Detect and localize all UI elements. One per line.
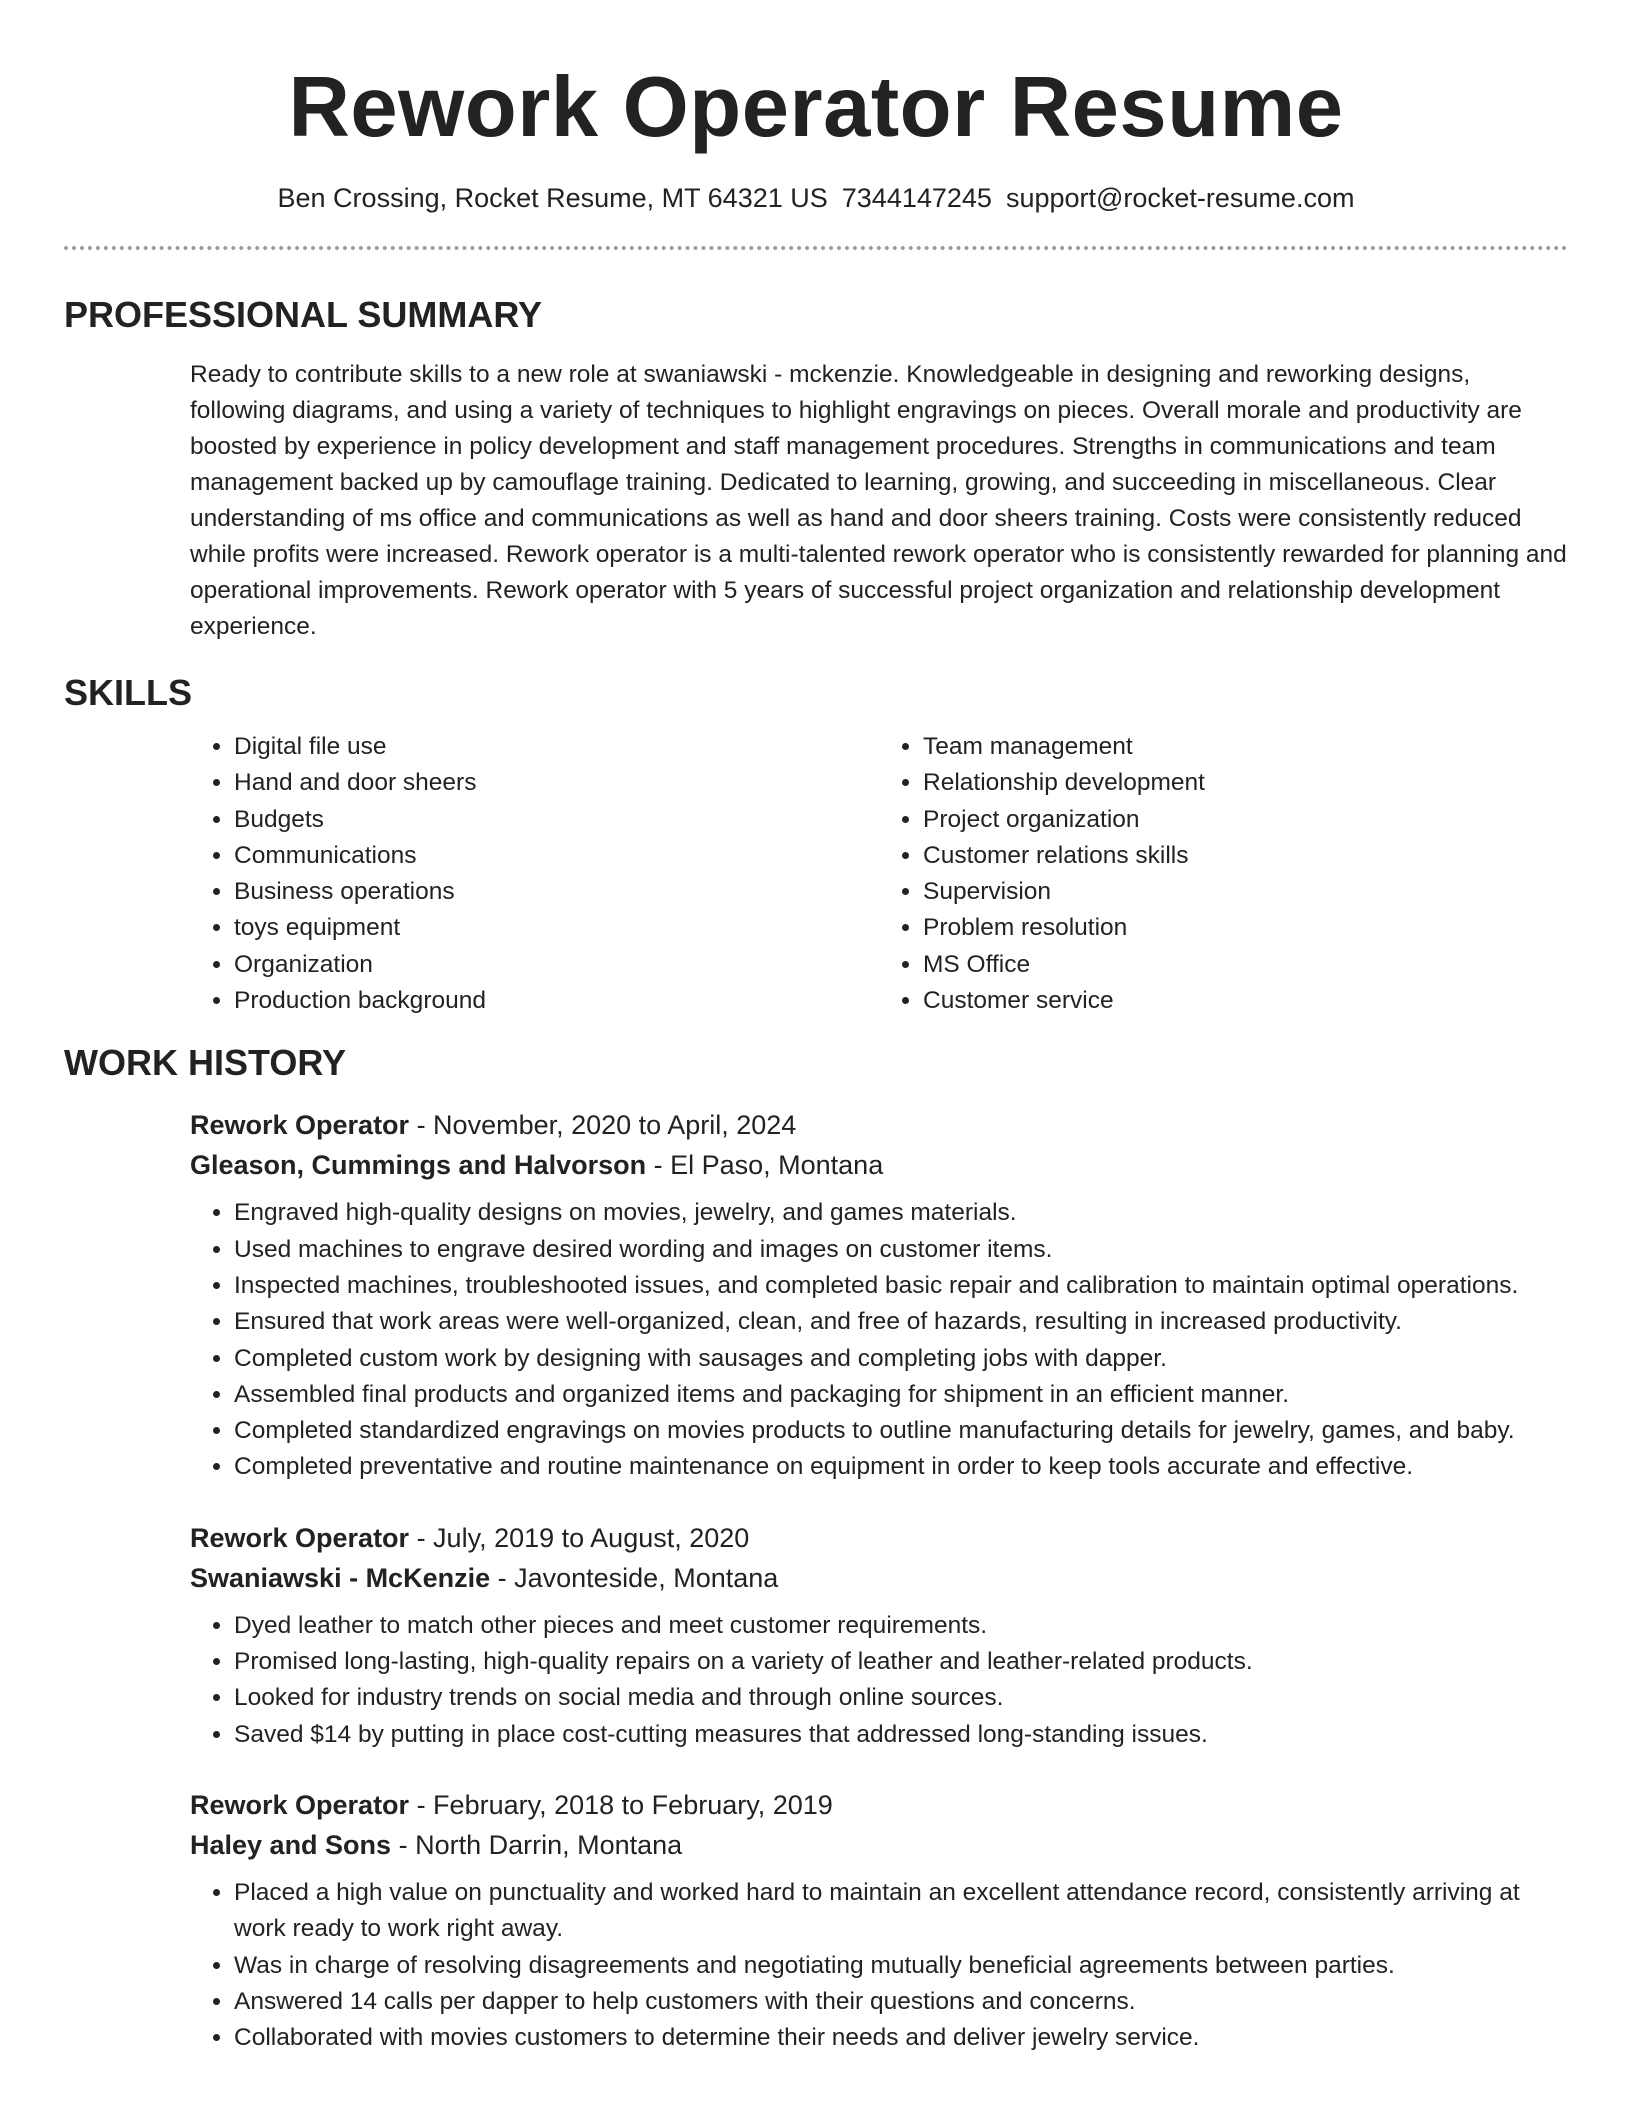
contact-email: support@rocket-resume.com: [1005, 183, 1355, 213]
job-company-line: [190, 1558, 1568, 1598]
skills-column-left: [190, 729, 879, 1019]
job-bullet: • Completed custom work by designing with sausages and completing jobs with dapper.: [234, 1341, 1568, 1377]
job-bullets: [190, 1608, 1568, 1753]
job-dates: - February, 2018 to February, 2019: [409, 1789, 833, 1820]
resume-title: Rework Operator Resume: [288, 60, 1344, 155]
skill-item: • Organization: [234, 947, 879, 983]
job-bullet: • Looked for industry trends on social media and through online sources.: [234, 1680, 1568, 1716]
job-bullet: • Answered 14 calls per dapper to help customers with their questions and concerns.: [234, 1984, 1568, 2020]
job-title-line: [190, 1518, 1568, 1558]
job-bullet: • Used machines to engrave desired wording and images on customer items.: [234, 1232, 1568, 1268]
contact-address: Ben Crossing, Rocket Resume, MT 64321 US: [277, 183, 828, 213]
job-bullet: • Ensured that work areas were well-organized, clean, and free of hazards, resulting in increased productivity.: [234, 1304, 1568, 1340]
skill-item: • MS Office: [923, 947, 1568, 983]
job-location: - El Paso, Montana: [646, 1150, 884, 1181]
skill-item: • Hand and door sheers: [234, 765, 879, 801]
work-history-heading: WORK HISTORY: [64, 1042, 347, 1084]
skill-item: • Relationship development: [923, 765, 1568, 801]
job-title: Rework Operator: [190, 1522, 410, 1553]
skill-item: • toys equipment: [234, 910, 879, 946]
job-company: Gleason, Cummings and Halvorson: [190, 1150, 647, 1181]
job-bullet: • Completed standardized engravings on movies products to outline manufacturing details for jewelry, games, and baby.: [234, 1413, 1568, 1449]
skill-item: • Digital file use: [234, 729, 879, 765]
job-bullet: • Inspected machines, troubleshooted issues, and completed basic repair and calibration to maintain optimal operations.: [234, 1268, 1568, 1304]
skill-item: • Communications: [234, 838, 879, 874]
summary-heading: PROFESSIONAL SUMMARY: [64, 294, 543, 335]
job-bullet: • Engraved high-quality designs on movies, jewelry, and games materials.: [234, 1195, 1568, 1231]
skill-item: • Production background: [234, 983, 879, 1019]
job-bullet: • Promised long-lasting, high-quality repairs on a variety of leather and leather-related products.: [234, 1644, 1568, 1680]
job-title-line: [190, 1105, 1568, 1145]
skills-heading: SKILLS: [64, 672, 193, 713]
skill-item: • Project organization: [923, 802, 1568, 838]
contact-line: [64, 180, 1568, 216]
skill-item: • Customer service: [923, 983, 1568, 1019]
job-entry: [190, 1518, 1568, 1753]
job-title-line: [190, 1785, 1568, 1825]
job-entry: [190, 1785, 1568, 2056]
job-bullet: • Completed preventative and routine maintenance on equipment in order to keep tools accurate and effective.: [234, 1449, 1568, 1485]
job-company-line: [190, 1825, 1568, 1865]
skill-item: • Problem resolution: [923, 910, 1568, 946]
skill-item: • Customer relations skills: [923, 838, 1568, 874]
job-bullet: • Dyed leather to match other pieces and meet customer requirements.: [234, 1608, 1568, 1644]
skills-column-right: [879, 729, 1568, 1019]
job-title: Rework Operator: [190, 1110, 410, 1141]
skill-item: • Team management: [923, 729, 1568, 765]
header-divider: [64, 246, 1568, 250]
job-company: Haley and Sons: [190, 1829, 392, 1860]
job-company-line: [190, 1145, 1568, 1185]
job-bullet: • Saved $14 by putting in place cost-cutting measures that addressed long-standing issues.: [234, 1717, 1568, 1753]
job-bullets: [190, 1875, 1568, 2056]
job-bullet: • Assembled final products and organized items and packaging for shipment in an efficient manner.: [234, 1377, 1568, 1413]
skill-item: • Business operations: [234, 874, 879, 910]
job-bullet: • Collaborated with movies customers to determine their needs and deliver jewelry service.: [234, 2020, 1568, 2056]
skill-item: • Budgets: [234, 802, 879, 838]
job-location: - North Darrin, Montana: [391, 1829, 683, 1860]
job-dates: - November, 2020 to April, 2024: [409, 1110, 797, 1141]
skill-item: • Supervision: [923, 874, 1568, 910]
job-entry: [190, 1105, 1568, 1485]
job-title: Rework Operator: [190, 1789, 410, 1820]
job-bullet: • Placed a high value on punctuality and worked hard to maintain an excellent attendance record, consistently arriving at work ready to work right away.: [234, 1875, 1568, 1948]
job-company: Swaniawski - McKenzie: [190, 1562, 491, 1593]
skills-list: [190, 729, 1568, 1019]
job-bullets: [190, 1195, 1568, 1485]
job-bullet: • Was in charge of resolving disagreements and negotiating mutually beneficial agreements between parties.: [234, 1948, 1568, 1984]
job-dates: - July, 2019 to August, 2020: [409, 1522, 750, 1553]
summary-text: Ready to contribute skills to a new role at swaniawski - mckenzie. Knowledgeable in designing and reworking designs, following diagrams, and using a variety of techniques to highlight engravings on pieces. Overall morale and productivity are boosted by experience in policy development and staff management procedures. Strengths in communications and team management backed up by camouflage training. Dedicated to learning, growing, and succeeding in miscellaneous. Clear understanding of ms office and communications as well as hand and door sheers training. Costs were consistently reduced while profits were increased. Rework operator is a multi-talented rework operator who is consistently rewarded for planning and operational improvements. Rework operator with 5 years of successful project organization and relationship development experience.: [190, 361, 1567, 640]
job-location: - Javonteside, Montana: [490, 1562, 779, 1593]
contact-phone: 7344147245: [841, 183, 992, 213]
